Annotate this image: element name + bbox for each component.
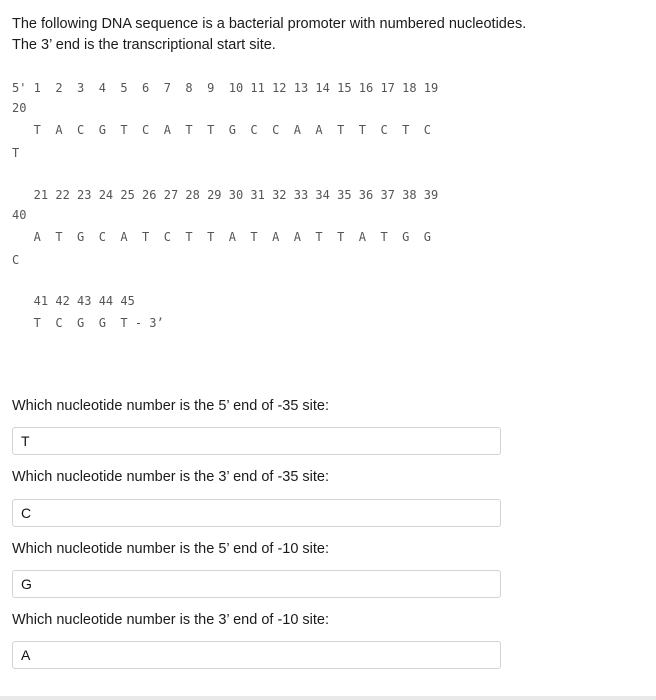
question-3-prompt: Which nucleotide number is the 5’ end of -10 site:	[12, 541, 330, 557]
question-4-prompt: Which nucleotide number is the 3’ end of -10 site:	[12, 612, 330, 628]
bottom-divider	[0, 696, 656, 700]
sequence-numbers-row-1: 5' 1 2 3 4 5 6 7 8 9 10 11 12 13 14 15 16 17 18 19	[12, 81, 439, 95]
sequence-numbers-row-2: 21 22 23 24 25 26 27 28 29 30 31 32 33 34 35 36 37 38 39	[12, 188, 439, 202]
intro-line-1: The following DNA sequence is a bacterial promoter with numbered nucleotides.	[12, 16, 527, 32]
question-3-answer-field[interactable]: G	[12, 570, 501, 598]
sequence-base-wrap-2: C	[12, 253, 20, 267]
sequence-bases-row-1: T A C G T C A T T G C C A A T T C T C	[12, 123, 432, 137]
intro-text	[12, 14, 632, 56]
sequence-base-wrap-1: T	[12, 146, 20, 160]
question-2-prompt: Which nucleotide number is the 3’ end of -35 site:	[12, 469, 330, 485]
question-1-answer-field[interactable]: T	[12, 427, 501, 455]
sequence-numbers-row-3: 41 42 43 44 45	[12, 294, 135, 308]
sequence-number-wrap-1: 20	[12, 101, 27, 115]
question-4-answer-field[interactable]: A	[12, 641, 501, 669]
intro-line-2: The 3’ end is the transcriptional start site.	[12, 37, 276, 53]
question-1-prompt: Which nucleotide number is the 5’ end of -35 site:	[12, 398, 330, 414]
sequence-bases-row-2: A T G C A T C T T A T A A T T A T G G	[12, 230, 432, 244]
sequence-number-wrap-2: 40	[12, 208, 27, 222]
sequence-bases-row-3: T C G G T - 3’	[12, 316, 164, 330]
question-2-answer-field[interactable]: C	[12, 499, 501, 527]
